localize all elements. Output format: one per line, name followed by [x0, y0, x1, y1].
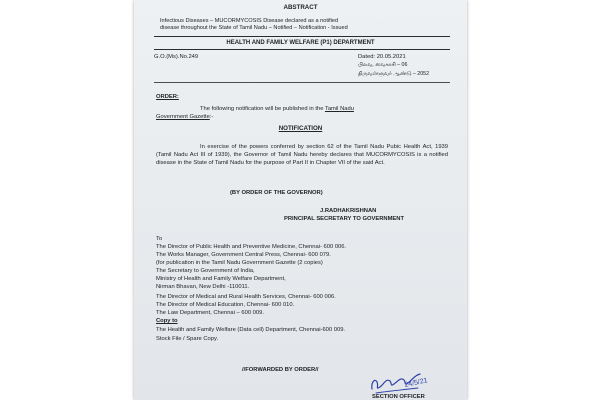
copy-to-line: The Health and Family Welfare (Data cell) Department, Chennai-600 009.	[156, 327, 346, 333]
recipient-line: The Director of Public Health and Preventive Medicine, Chennai- 600 006.	[156, 244, 347, 250]
notification-heading: NOTIFICATION	[278, 125, 323, 132]
notification-text: In exercise of the powers conferred by section 62 of the Tamil Nadu Pubic Health Act, 1939 (Tamil Nadu Act III of 1939), the Governor of Tamil Nadu hereby declares that MUCORMYCOSIS is a notified disease in the State of Tamil Nadu for the purpose of Part II in Chapter VII of the said Act.	[156, 144, 448, 167]
signatory-title: PRINCIPAL SECRETARY TO GOVERNMENT	[284, 216, 405, 222]
abstract-heading: ABSTRACT	[283, 4, 318, 11]
copy-to-line: Stock File / Spare Copy.	[156, 336, 219, 342]
signature-date: 24/5/21	[403, 377, 429, 389]
recipient-line: Nirman Bhavan, New Delhi -110011.	[156, 284, 250, 290]
abstract-divider-bottom	[154, 49, 450, 50]
government-order-document	[134, 0, 467, 400]
copy-to-label: Copy to	[156, 318, 178, 324]
recipient-line: (for publication in the Tamil Nadu Government Gazette (2 copies)	[156, 260, 323, 266]
tamil-date-line-1: பிலவ, வைகாசி – 06	[358, 62, 408, 68]
abstract-divider-top	[154, 36, 450, 37]
handwritten-signature	[366, 356, 436, 396]
forwarded-by-order: //FORWARDED BY ORDER//	[242, 367, 319, 373]
to-label: To	[156, 236, 163, 242]
order-heading: ORDER:	[156, 94, 179, 100]
recipient-line: The Works Manager, Government Central Press, Chennai- 600 079.	[156, 252, 331, 258]
abstract-text-line-1: Infectious Diseases – MUCORMYCOSIS Disease declared as a notified	[160, 18, 339, 24]
order-text-line-1	[200, 106, 354, 113]
order-text-prefix: The following notification will be published in the	[200, 106, 324, 112]
tamil-date-line-2: திருவள்ளுவர் ஆண்டு – 2052	[358, 71, 430, 77]
header-divider	[154, 82, 450, 83]
order-text-gazette-1: Tamil Nadu	[324, 106, 354, 112]
section-officer: SECTION OFFICER	[372, 394, 425, 400]
signatory-name: J.RADHAKRISHNAN	[320, 208, 377, 214]
recipient-line: The Secretary to Government of India,	[156, 268, 255, 274]
recipient-line: The Law Department, Chennai – 600 009.	[156, 310, 264, 316]
department-heading: HEALTH AND FAMILY WELFARE (P1) DEPARTMENT	[226, 40, 375, 46]
abstract-text-line-2: disease throughout the State of Tamil Nadu – Notified – Notification - Issued	[160, 25, 348, 31]
recipient-line: The Director of Medical and Rural Health Services, Chennai- 600 006.	[156, 294, 336, 300]
order-text-line-2	[156, 114, 213, 121]
go-number: G.O.(Ms).No.249	[154, 54, 199, 60]
by-order-of-governor: (BY ORDER OF THE GOVERNOR)	[230, 190, 323, 196]
recipient-line: Ministry of Health and Family Welfare Department,	[156, 276, 286, 282]
order-text-gazette-2: Government Gazette	[156, 114, 210, 120]
recipient-line: The Director of Medical Education, Chennai- 600 010.	[156, 302, 295, 308]
order-text-suffix: :-	[209, 114, 214, 120]
dated: Dated: 20.05.2021	[358, 54, 406, 60]
